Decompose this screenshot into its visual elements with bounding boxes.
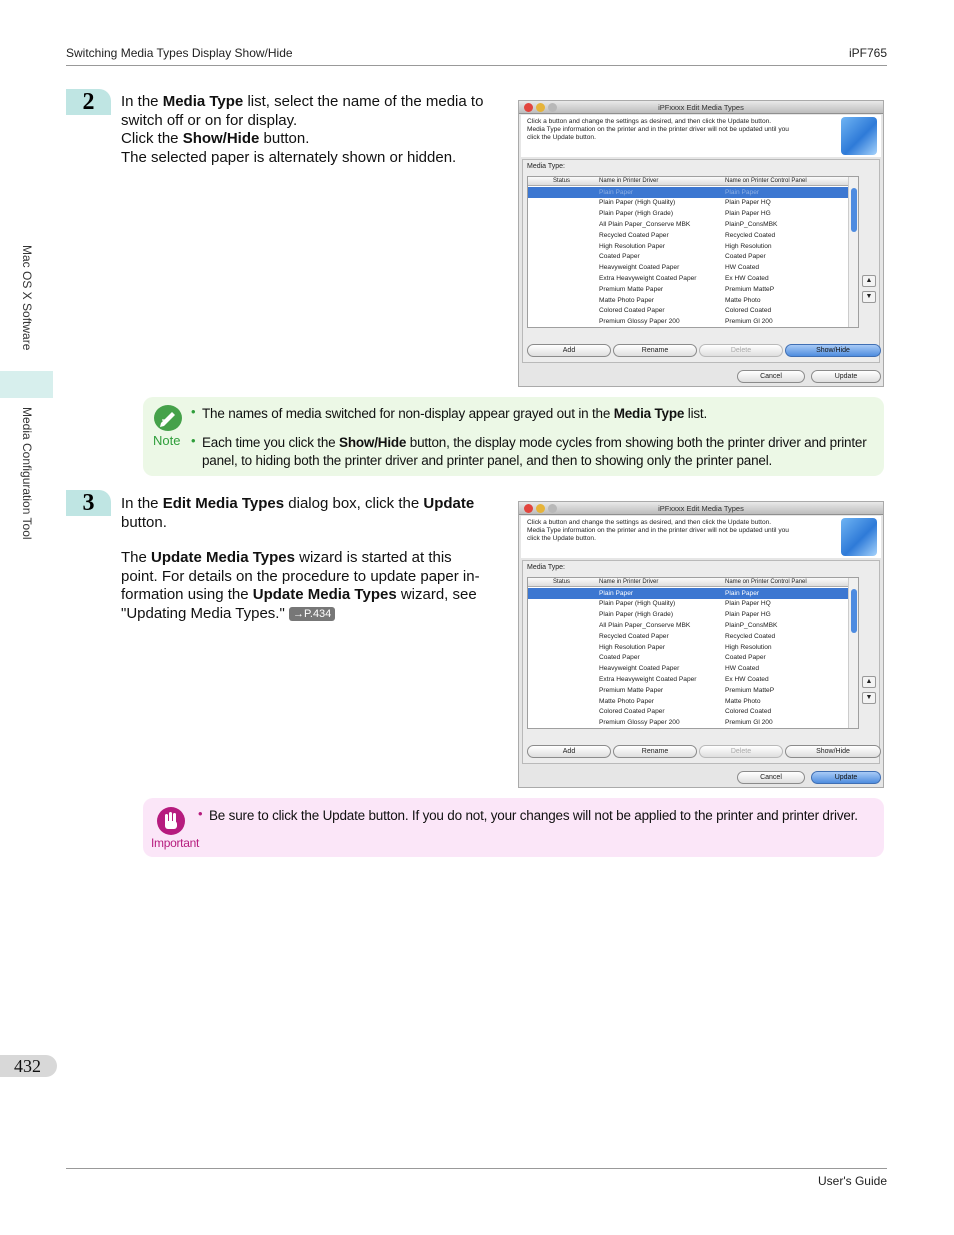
- add-button[interactable]: Add: [527, 344, 611, 357]
- table-row[interactable]: [528, 263, 848, 274]
- table-row[interactable]: [528, 284, 848, 295]
- panel-name-cell: PlainP_ConsMBK: [725, 621, 778, 629]
- driver-name-cell: Heavyweight Coated Paper: [599, 665, 680, 673]
- driver-name-cell: Recycled Coated Paper: [599, 231, 669, 239]
- move-up-button[interactable]: ▲: [862, 676, 876, 688]
- add-button[interactable]: Add: [527, 745, 611, 758]
- media-stack-icon: [841, 117, 877, 155]
- rename-button[interactable]: Rename: [613, 745, 697, 758]
- instruction-text: Click a button and change the settings as desired, and then click the Update button. Media Type information on the printer and in the printer driver will not be updated until you click the Update button.: [527, 519, 789, 542]
- panel-name-cell: Premium MatteP: [725, 285, 775, 293]
- running-header-title: Switching Media Types Display Show/Hide: [66, 46, 293, 60]
- important-text: Be sure to click the Update button. If you do not, your changes will not be applied to the printer and printer driver.: [209, 808, 858, 823]
- driver-name-cell: Colored Coated Paper: [599, 708, 665, 716]
- instruction-text: Click a button and change the settings as desired, and then click the Update button. Media Type information on the printer and in the printer driver will not be updated until you click the Update button.: [527, 118, 789, 141]
- table-row[interactable]: [528, 306, 848, 317]
- panel-name-cell: Matte Photo: [725, 296, 761, 304]
- panel-name-cell: Ex HW Coated: [725, 675, 769, 683]
- media-type-list[interactable]: [527, 176, 859, 328]
- window-titlebar: [519, 101, 883, 114]
- rename-button[interactable]: Rename: [613, 344, 697, 357]
- column-header-driver[interactable]: Name in Printer Driver: [599, 178, 659, 184]
- page-number: 432: [0, 1055, 57, 1077]
- driver-name-cell: Matte Photo Paper: [599, 697, 654, 705]
- table-row[interactable]: [528, 674, 848, 685]
- panel-name-cell: Plain Paper HG: [725, 611, 771, 619]
- panel-name-cell: Plain Paper HG: [725, 210, 771, 218]
- panel-name-cell: Matte Photo: [725, 697, 761, 705]
- instruction-panel: [521, 516, 881, 558]
- driver-name-cell: High Resolution Paper: [599, 643, 665, 651]
- media-type-label: Media Type:: [527, 163, 566, 170]
- side-tab-mac-os-x-software: Mac OS X Software: [20, 245, 34, 351]
- step-number-2: 2: [66, 89, 111, 115]
- note-item-1: The names of media switched for non-display appear grayed out in the Media Type list.: [202, 406, 708, 421]
- note-pencil-icon: [154, 405, 182, 431]
- side-tab-media-configuration-tool: Media Configuration Tool: [20, 407, 34, 540]
- table-row[interactable]: [528, 187, 848, 198]
- panel-name-cell: Premium Gl 200: [725, 719, 773, 727]
- table-row[interactable]: [528, 588, 848, 599]
- table-row[interactable]: [528, 209, 848, 220]
- footer-rule: [66, 1168, 887, 1169]
- driver-name-cell: Premium Glossy Paper 200: [599, 719, 680, 727]
- important-label: Important: [151, 836, 199, 850]
- table-row[interactable]: [528, 230, 848, 241]
- driver-name-cell: Plain Paper: [599, 589, 634, 597]
- media-type-group: [522, 560, 880, 764]
- driver-name-cell: Plain Paper (High Grade): [599, 210, 674, 218]
- media-stack-icon: [841, 518, 877, 556]
- list-header: [528, 578, 848, 587]
- table-row[interactable]: [528, 642, 848, 653]
- window-title: iPFxxxx Edit Media Types: [658, 103, 744, 112]
- column-header-status[interactable]: Status: [553, 178, 571, 184]
- column-header-panel[interactable]: Name on Printer Control Panel: [725, 579, 807, 585]
- panel-name-cell: Recycled Coated: [725, 231, 776, 239]
- media-type-label: Media Type:: [527, 564, 566, 571]
- header-rule: [66, 65, 887, 66]
- cancel-button[interactable]: Cancel: [737, 370, 805, 383]
- scrollbar-thumb[interactable]: [851, 188, 857, 232]
- table-row[interactable]: [528, 295, 848, 306]
- driver-name-cell: Premium Matte Paper: [599, 686, 664, 694]
- panel-name-cell: Recycled Coated: [725, 632, 776, 640]
- update-button[interactable]: Update: [811, 370, 881, 383]
- driver-name-cell: Plain Paper (High Quality): [599, 600, 676, 608]
- side-tab-highlight: [0, 371, 53, 398]
- panel-name-cell: Plain Paper: [725, 589, 760, 597]
- move-up-button[interactable]: ▲: [862, 275, 876, 287]
- driver-name-cell: Extra Heavyweight Coated Paper: [599, 675, 697, 683]
- move-down-button[interactable]: ▼: [862, 291, 876, 303]
- panel-name-cell: Premium Gl 200: [725, 318, 773, 326]
- panel-name-cell: Plain Paper: [725, 188, 760, 196]
- note-box: [143, 397, 884, 476]
- driver-name-cell: Plain Paper: [599, 188, 634, 196]
- driver-name-cell: All Plain Paper_Conserve MBK: [599, 220, 691, 228]
- table-row[interactable]: [528, 219, 848, 230]
- driver-name-cell: Coated Paper: [599, 654, 640, 662]
- window-titlebar: [519, 502, 883, 515]
- bullet: •: [191, 433, 196, 448]
- driver-name-cell: Premium Glossy Paper 200: [599, 318, 680, 326]
- window-title: iPFxxxx Edit Media Types: [658, 504, 744, 513]
- panel-name-cell: HW Coated: [725, 264, 760, 272]
- instruction-panel: [521, 115, 881, 157]
- bullet: •: [198, 806, 203, 821]
- driver-name-cell: Plain Paper (High Quality): [599, 199, 676, 207]
- note-label: Note: [153, 433, 181, 448]
- edit-media-types-dialog-update: [518, 501, 884, 788]
- driver-name-cell: Coated Paper: [599, 253, 640, 261]
- important-box: [143, 798, 884, 857]
- list-header: [528, 177, 848, 186]
- driver-name-cell: Matte Photo Paper: [599, 296, 654, 304]
- panel-name-cell: Coated Paper: [725, 253, 766, 261]
- note-item-2: Each time you click the Show/Hide button, the display mode cycles from showing both the printer driver and printer panel, to hiding both the printer driver and printer panel, and then to showing only the printer panel.: [202, 435, 867, 468]
- driver-name-cell: All Plain Paper_Conserve MBK: [599, 621, 691, 629]
- table-row[interactable]: [528, 317, 848, 328]
- panel-name-cell: Premium MatteP: [725, 686, 775, 694]
- list-scrollbar[interactable]: [848, 177, 858, 327]
- scrollbar-thumb[interactable]: [851, 589, 857, 633]
- table-row[interactable]: [528, 707, 848, 718]
- table-row[interactable]: [528, 241, 848, 252]
- running-header-model: iPF765: [848, 46, 887, 60]
- panel-name-cell: Plain Paper HQ: [725, 199, 771, 207]
- panel-name-cell: High Resolution: [725, 242, 772, 250]
- step-3-text: In the Edit Media Types dialog box, click the Update button. The Update Media Types wizard is started at this point. For details on the procedure to update paper in- formation using the Update Media Types wizard, see "Updating Media Types." →P.434: [121, 495, 480, 622]
- panel-name-cell: Colored Coated: [725, 708, 772, 716]
- page-reference-link[interactable]: →P.434: [289, 607, 335, 621]
- show-hide-button[interactable]: Show/Hide: [785, 745, 881, 758]
- delete-button[interactable]: Delete: [699, 344, 783, 357]
- driver-name-cell: Colored Coated Paper: [599, 307, 665, 315]
- panel-name-cell: Colored Coated: [725, 307, 772, 315]
- driver-name-cell: Recycled Coated Paper: [599, 632, 669, 640]
- media-type-list[interactable]: [527, 577, 859, 729]
- list-scrollbar[interactable]: [848, 578, 858, 728]
- table-row[interactable]: [528, 696, 848, 707]
- panel-name-cell: HW Coated: [725, 665, 760, 673]
- table-row[interactable]: [528, 198, 848, 209]
- table-row[interactable]: [528, 653, 848, 664]
- media-type-group: [522, 159, 880, 363]
- column-header-driver[interactable]: Name in Printer Driver: [599, 579, 659, 585]
- driver-name-cell: Premium Matte Paper: [599, 285, 664, 293]
- table-row[interactable]: [528, 610, 848, 621]
- delete-button[interactable]: Delete: [699, 745, 783, 758]
- step-number-3: 3: [66, 490, 111, 516]
- driver-name-cell: High Resolution Paper: [599, 242, 665, 250]
- move-down-button[interactable]: ▼: [862, 692, 876, 704]
- panel-name-cell: PlainP_ConsMBK: [725, 220, 778, 228]
- table-row[interactable]: [528, 252, 848, 263]
- footer-guide-title: User's Guide: [818, 1174, 887, 1188]
- panel-name-cell: High Resolution: [725, 643, 772, 651]
- driver-name-cell: Plain Paper (High Grade): [599, 611, 674, 619]
- table-row[interactable]: [528, 631, 848, 642]
- panel-name-cell: Plain Paper HQ: [725, 600, 771, 608]
- column-header-panel[interactable]: Name on Printer Control Panel: [725, 178, 807, 184]
- table-row[interactable]: [528, 620, 848, 631]
- cancel-button[interactable]: Cancel: [737, 771, 805, 784]
- stop-hand-icon: [157, 807, 185, 835]
- panel-name-cell: Ex HW Coated: [725, 274, 769, 282]
- show-hide-button[interactable]: Show/Hide: [785, 344, 881, 357]
- edit-media-types-dialog-showhide: [518, 100, 884, 387]
- step-2-text: In the Media Type list, select the name of the media to switch off or on for display. Click the Show/Hide button. The selected paper is alternately shown or hidden.: [121, 93, 484, 166]
- table-row[interactable]: [528, 718, 848, 729]
- bullet: •: [191, 404, 196, 419]
- table-row[interactable]: [528, 599, 848, 610]
- table-row[interactable]: [528, 664, 848, 675]
- panel-name-cell: Coated Paper: [725, 654, 766, 662]
- update-button[interactable]: Update: [811, 771, 881, 784]
- driver-name-cell: Extra Heavyweight Coated Paper: [599, 274, 697, 282]
- column-header-status[interactable]: Status: [553, 579, 571, 585]
- table-row[interactable]: [528, 273, 848, 284]
- table-row[interactable]: [528, 685, 848, 696]
- driver-name-cell: Heavyweight Coated Paper: [599, 264, 680, 272]
